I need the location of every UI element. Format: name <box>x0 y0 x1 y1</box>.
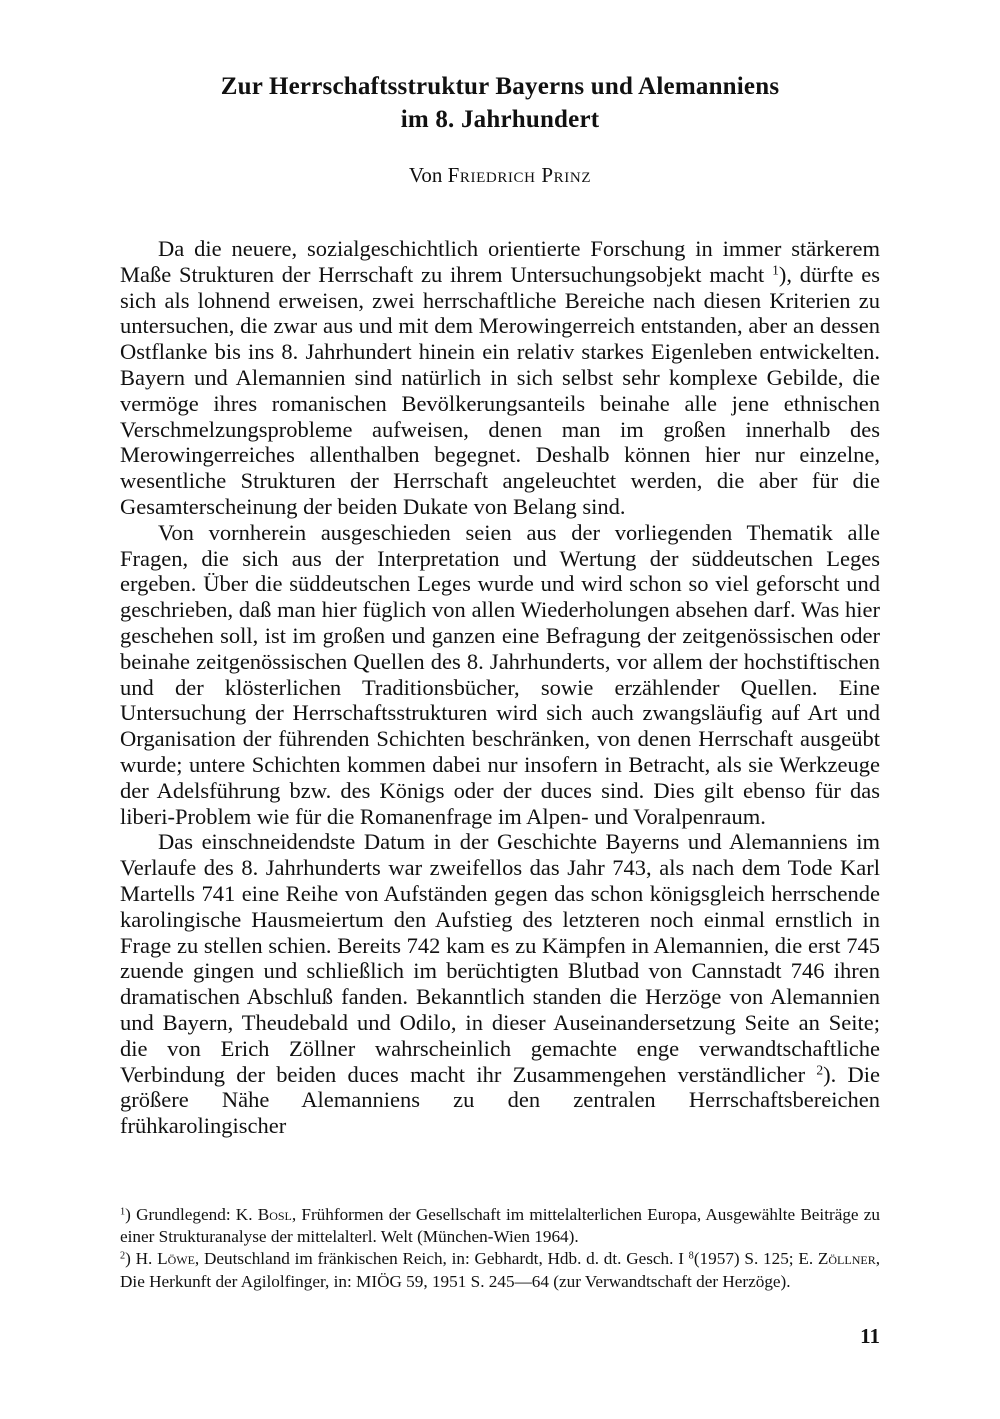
paragraph-3 <box>120 829 880 1139</box>
footnote-2-text-3: , Die Herkunft der Agilolfinger, in: MIÖG 59, 1951 S. 245—64 (zur Verwandtschaft der Herzöge). <box>120 1249 880 1291</box>
footnote-2-text-1: , Deutschland im fränkischen Reich, in: Gebhardt, Hdb. d. dt. Gesch. I <box>194 1249 689 1269</box>
paragraph-2: Von vornherein ausgeschieden seien aus der vorliegenden Thematik alle Fragen, die sich aus der Interpretation und Wertung der süddeutschen Leges ergeben. Über die süddeutschen Leges wurde und wird schon so viel geforscht und geschrieben, daß man hier füglich von allen Wiederholungen absehen darf. Was hier geschehen soll, ist im großen und ganzen eine Befragung der zeitgenössischen oder beinahe zeitgenössischen Quellen des 8. Jahrhunderts, vor allem der hochstiftischen und der klösterlichen Traditionsbücher, sowie erzählender Quellen. Eine Untersuchung der Herrschaftsstrukturen wird sich auch zwangsläufig auf Art und Organisation der führenden Schichten beschränken, von denen Herrschaft ausgeübt wurde; untere Schichten kommen dabei nur insofern in Betracht, als sie Werkzeuge der Adelsführung bzw. des Königs oder der duces sind. Dies gilt ebenso für das liberi-Problem wie für die Romanenfrage im Alpen- und Voralpenraum. <box>120 519 880 829</box>
author-prefix: Von <box>408 163 443 187</box>
article-title-line-1: Zur Herrschaftsstruktur Bayerns und Alemanniens <box>220 73 780 100</box>
footnote-1 <box>120 1204 880 1248</box>
footnote-2-text-2: (1957) S. 125; E. <box>693 1249 818 1269</box>
footnote-ref-1: 1 <box>772 262 779 278</box>
page-number: 11 <box>860 1324 880 1348</box>
footnote-2-author-1: Löwe <box>157 1249 195 1269</box>
footnote-1-text: , Frühformen der Gesellschaft im mittelalterlichen Europa, Ausgewählte Beiträge zu einer Strukturanalyse der mittelalterl. Welt (München-Wien 1964). <box>120 1205 880 1247</box>
body-text <box>120 236 880 1139</box>
paragraph-3-text-a: Das einschneidendste Datum in der Geschichte Bayerns und Alemanniens im Verlaufe des 8. Jahrhunderts war zweifellos das Jahr 743, als nach dem Tode Karl Martells 741 eine Reihe von Aufständen gegen das schon königsgleich herrschende karolingische Hausmeiertum den Aufstieg des letzteren noch einmal ernstlich in Frage zu stellen schien. Bereits 742 kam es zu Kämpfen in Alemannien, die erst 745 zuende gingen und schließlich im berüchtigten Blutbad von Cannstadt 746 ihren dramatischen Abschluß fanden. Bekanntlich standen die Herzöge von Alemannien und Bayern, Theudebald und Odilo, in dieser Auseinandersetzung Seite an Seite; die von Erich Zöllner wahrscheinlich gemachte enge verwandtschaftliche Verbindung der beiden duces macht ihr Zusammengehen verständlicher <box>120 829 880 1087</box>
footnotes <box>120 1204 880 1293</box>
article-title-line-2: im 8. Jahrhundert <box>400 106 600 133</box>
footnote-2 <box>120 1248 880 1292</box>
paragraph-1 <box>120 236 880 520</box>
article-title <box>122 70 878 136</box>
paragraph-1-text-a: Da die neuere, sozialgeschichtlich orientierte Forschung in immer stärkerem Maße Strukturen der Herrschaft zu ihrem Untersuchungsobjekt macht <box>120 236 880 287</box>
footnote-1-lead: ) Grundlegend: K. <box>125 1205 258 1224</box>
author-byline <box>122 162 878 188</box>
footnote-2-mark: 2 <box>120 1250 126 1262</box>
footnote-1-mark: 1 <box>120 1206 126 1218</box>
footnote-2-lead: ) H. <box>125 1249 158 1269</box>
footnote-2-author-2: Zöllner <box>817 1249 876 1269</box>
paragraph-3-text-b: ). Die größere Nähe Alemanniens zu den zentralen Herrschaftsbereichen frühkarolingischer <box>120 1061 881 1139</box>
author-name: Friedrich Prinz <box>447 163 592 187</box>
footnote-2-edition: 8 <box>688 1250 694 1262</box>
footnote-ref-2: 2 <box>816 1062 824 1078</box>
footnote-1-author: Bosl <box>257 1205 292 1224</box>
paragraph-1-text-b: ), dürfte es sich als lohnend erweisen, zwei herrschaftliche Bereiche nach diesen Kriterien zu untersuchen, die zwar aus und mit dem Merowingerreich entstanden, aber an dessen Ostflanke bis ins 8. Jahrhundert hinein ein relativ starkes Eigenleben entwickelten. Bayern und Alemannien sind natürlich in sich selbst sehr komplexe Gebilde, die vermöge ihres romanischen Bevölkerungsanteils beinahe alle jene ethnischen Verschmelzungsprobleme aufweisen, denen man im großen innerhalb des Merowingerreiches allenthalben begegnet. Deshalb können hier nur einzelne, wesentliche Strukturen der Herrschaft angeleuchtet werden, die aber für die Gesamterscheinung der beiden Dukate von Belang sind. <box>120 261 880 519</box>
